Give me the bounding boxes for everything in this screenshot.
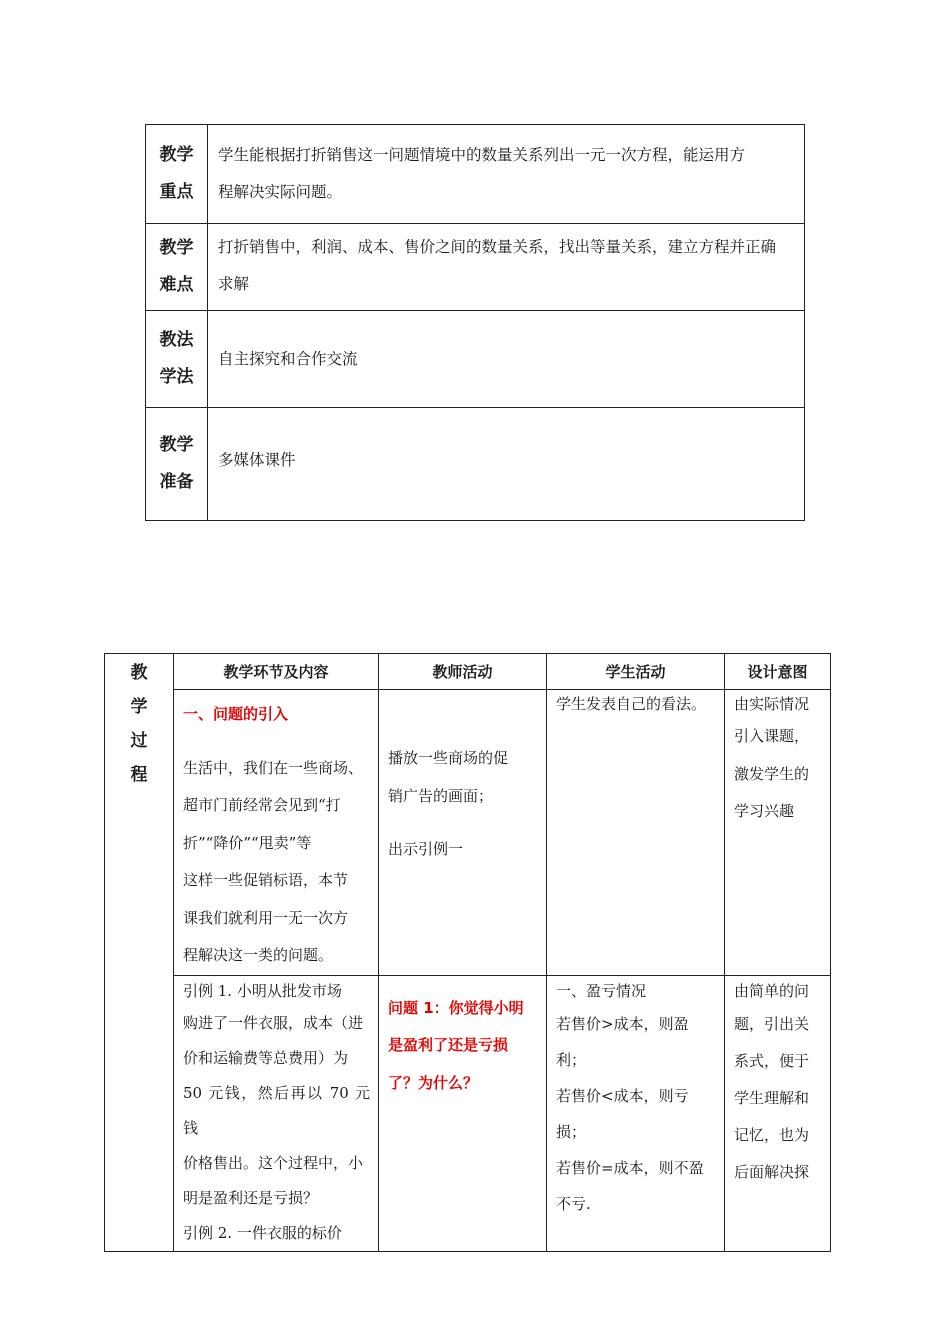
question-line: 是盈利了还是亏损 <box>388 1036 509 1054</box>
content-line: 程解决这一类的问题。 <box>183 946 334 964</box>
row-content <box>208 125 805 224</box>
student-line: 损； <box>556 1122 587 1141</box>
content-cell <box>174 975 379 1251</box>
row-label <box>146 125 208 224</box>
header-row <box>105 654 831 690</box>
content-line: 课我们就利用一无一次方 <box>183 908 349 927</box>
intent-line: 后面解决探 <box>734 1162 810 1181</box>
row-methods <box>146 311 805 408</box>
teacher-line: 出示引例一 <box>388 840 464 858</box>
teaching-process-table <box>104 653 831 1252</box>
intent-line: 由简单的问 <box>734 981 810 1000</box>
intent-line: 系式，便于 <box>734 1051 810 1070</box>
intent-line: 记忆，也为 <box>734 1125 810 1144</box>
content-line: 这样一些促销标语，本节 <box>183 871 349 889</box>
student-line: 若售价=成本，则不盈 <box>556 1158 704 1177</box>
question-line: 了？为什么？ <box>388 1073 479 1092</box>
content-line: 程解决实际问题。 <box>218 183 343 201</box>
intent-line: 由实际情况 <box>734 695 810 713</box>
row-content: 自主探究和合作交流 <box>208 311 805 408</box>
student-line: 利； <box>556 1050 587 1069</box>
header-teacher: 教师活动 <box>379 654 547 690</box>
intent-line: 激发学生的 <box>734 764 810 783</box>
content-line: 求解 <box>218 275 250 293</box>
row-label <box>146 224 208 311</box>
label-line: 教学 <box>159 145 194 165</box>
side-char: 学 <box>130 697 148 717</box>
row-label <box>146 408 208 521</box>
student-line: 不亏. <box>556 1194 591 1213</box>
intent-cell <box>725 975 831 1251</box>
student-cell <box>547 690 725 976</box>
row-content: 多媒体课件 <box>208 408 805 521</box>
content-line: 明是盈利还是亏损？ <box>183 1188 319 1207</box>
content-line: 引例 1. 小明从批发市场 <box>183 981 342 1000</box>
question-line: 问题 1：你觉得小明 <box>388 998 524 1017</box>
row-content <box>208 224 805 311</box>
label-line: 教学 <box>159 238 194 258</box>
row-label <box>146 311 208 408</box>
lesson-info-table <box>145 124 805 521</box>
content-line: 打折销售中，利润、成本、售价之间的数量关系，找出等量关系，建立方程并正确 <box>218 238 777 256</box>
intent-line: 引入课题， <box>734 727 810 745</box>
student-line: 若售价>成本，则盈 <box>556 1014 689 1033</box>
side-char: 程 <box>130 765 148 785</box>
content-cell <box>174 690 379 976</box>
side-char: 教 <box>130 663 148 683</box>
header-student: 学生活动 <box>547 654 725 690</box>
student-line: 若售价<成本，则亏 <box>556 1086 689 1105</box>
intent-cell <box>725 690 831 976</box>
label-line: 教法 <box>159 330 194 350</box>
intent-line: 学生理解和 <box>734 1088 810 1107</box>
content-line: 引例 2. 一件衣服的标价 <box>183 1223 342 1242</box>
teacher-line: 播放一些商场的促 <box>388 749 509 767</box>
student-line: 学生发表自己的看法。 <box>556 695 707 713</box>
teacher-cell <box>379 690 547 976</box>
content-line: 学生能根据打折销售这一问题情境中的数量关系列出一元一次方程，能运用方 <box>218 146 746 164</box>
header-content: 教学环节及内容 <box>174 654 379 690</box>
teacher-line: 销广告的画面； <box>388 786 494 805</box>
label-line: 重点 <box>159 182 194 202</box>
row-preparation <box>146 408 805 521</box>
side-char: 过 <box>130 731 148 751</box>
content-line: 折”“降价”“甩卖”等 <box>183 833 312 852</box>
content-line: 价和运输费等总费用）为 <box>183 1048 349 1067</box>
label-line: 难点 <box>159 275 194 295</box>
row-example <box>105 975 831 1251</box>
label-line: 教学 <box>159 435 194 455</box>
student-cell <box>547 975 725 1251</box>
header-intent: 设计意图 <box>725 654 831 690</box>
row-difficulties <box>146 224 805 311</box>
row-introduction <box>105 690 831 976</box>
teacher-cell <box>379 975 547 1251</box>
row-key-points <box>146 125 805 224</box>
intent-line: 学习兴趣 <box>734 802 795 820</box>
content-line: 生活中，我们在一些商场、 <box>183 758 364 777</box>
label-line: 学法 <box>159 367 194 387</box>
content-line: 购进了一件衣服，成本（进 <box>183 1013 364 1032</box>
intent-line: 题，引出关 <box>734 1014 810 1033</box>
content-line: 超市门前经常会见到“打 <box>183 796 341 814</box>
label-line: 准备 <box>159 472 194 492</box>
student-line: 一、盈亏情况 <box>556 981 647 1000</box>
content-line: 价格售出。这个过程中，小 <box>183 1153 364 1172</box>
content-line: 50 元钱，然后再以 70 元钱 <box>183 1083 370 1137</box>
side-label <box>105 654 174 1252</box>
section-title: 一、问题的引入 <box>183 705 289 723</box>
